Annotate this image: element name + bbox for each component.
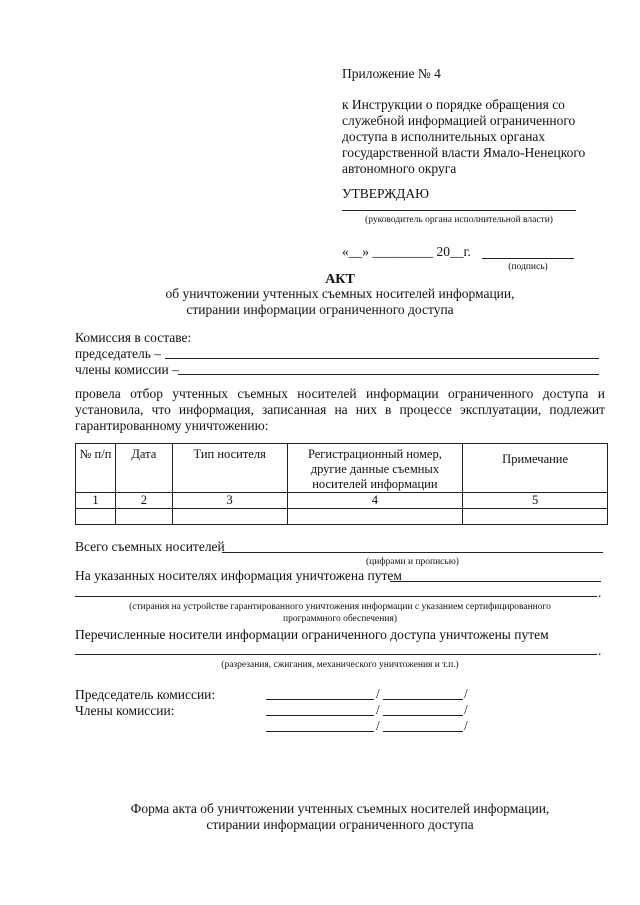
header-cell-registration: Регистрационный номер, другие данные съемных носителей информации	[287, 444, 463, 493]
table-header-row	[76, 444, 608, 493]
erased-line-2	[75, 596, 597, 597]
head-signature-line	[342, 210, 576, 211]
appendix-number: Приложение № 4	[342, 66, 441, 81]
approval-title: УТВЕРЖДАЮ	[342, 186, 430, 201]
appendix-reference-line: автономного округа	[342, 161, 457, 176]
sig-separator: /	[376, 702, 380, 717]
appendix-reference-line: к Инструкции о порядке обращения со	[342, 97, 565, 112]
act-title: АКТ	[325, 272, 355, 287]
members-label: члены комиссии –	[75, 362, 179, 377]
sig-line-signature	[383, 731, 463, 732]
numbering-cell: 1	[76, 493, 116, 509]
erased-line-1	[390, 581, 601, 582]
sig-line-signature	[383, 699, 463, 700]
destroyed-label: Перечисленные носители информации ограниченного доступа уничтожены путем	[75, 627, 549, 642]
chairman-label: председатель –	[75, 346, 162, 361]
appendix-reference-line: доступа в исполнительных органах	[342, 129, 546, 144]
total-label: Всего съемных носителей	[75, 539, 225, 554]
sig-members-label: Члены комиссии:	[75, 703, 175, 718]
destroyed-line	[75, 654, 597, 655]
body-paragraph: провела отбор учтенных съемных носителей информации ограниченного доступа и установила, что информация, записанная на них в процессе эксплуатации, подлежит гарантированному уничтожению:	[75, 386, 605, 433]
footer-line1: Форма акта об уничтожении учтенных съемных носителей информации,	[130, 801, 550, 816]
sig-closing: /	[464, 686, 468, 701]
act-subtitle-line2: стирании информации ограниченного доступа	[186, 302, 454, 317]
total-caption: (цифрами и прописью)	[366, 557, 459, 567]
numbering-cell: 4	[287, 493, 463, 509]
sig-line-name	[266, 699, 374, 700]
commission-intro: Комиссия в составе:	[75, 330, 192, 345]
head-caption: (руководитель органа исполнительной власти)	[365, 215, 553, 225]
sig-closing: /	[464, 702, 468, 717]
destroyed-end: .	[598, 643, 602, 658]
members-line	[178, 374, 599, 375]
appendix-reference-line: служебной информацией ограниченного	[342, 113, 576, 128]
sig-line-name	[266, 715, 374, 716]
total-line	[222, 552, 603, 553]
approval-date: «__» _________ 20__г.	[342, 244, 471, 259]
footer-line2: стирании информации ограниченного доступа	[206, 817, 474, 832]
erased-end: .	[598, 585, 602, 600]
chairman-line	[165, 358, 599, 359]
erased-label: На указанных носителях информация уничтожена путем	[75, 568, 402, 583]
header-cell-number: № п/п	[76, 444, 116, 493]
sig-line-name	[266, 731, 374, 732]
sig-separator: /	[376, 686, 380, 701]
erased-caption-line2: программного обеспечения)	[283, 614, 397, 624]
sig-separator: /	[376, 718, 380, 733]
numbering-cell: 2	[115, 493, 172, 509]
numbering-cell: 5	[463, 493, 608, 509]
table-row	[76, 509, 608, 525]
sig-line-signature	[383, 715, 463, 716]
act-subtitle-line1: об уничтожении учтенных съемных носителей информации,	[165, 286, 515, 301]
header-cell-note: Примечание	[463, 444, 608, 493]
signature-caption: (подпись)	[508, 262, 548, 272]
sig-closing: /	[464, 718, 468, 733]
numbering-cell: 3	[172, 493, 287, 509]
sig-chairman-label: Председатель комиссии:	[75, 687, 216, 702]
appendix-reference-line: государственной власти Ямало-Ненецкого	[342, 145, 586, 160]
table-numbering-row	[76, 493, 608, 509]
destroyed-caption: (разрезания, сжигания, механического уничтожения и т.п.)	[221, 660, 459, 670]
approval-signature-line	[482, 258, 574, 259]
erased-caption-line1: (стирания на устройстве гарантированного уничтожения информации с указанием сертифицированного	[129, 602, 551, 612]
header-cell-media-type: Тип носителя	[172, 444, 287, 493]
media-table	[75, 443, 608, 525]
header-cell-date: Дата	[115, 444, 172, 493]
